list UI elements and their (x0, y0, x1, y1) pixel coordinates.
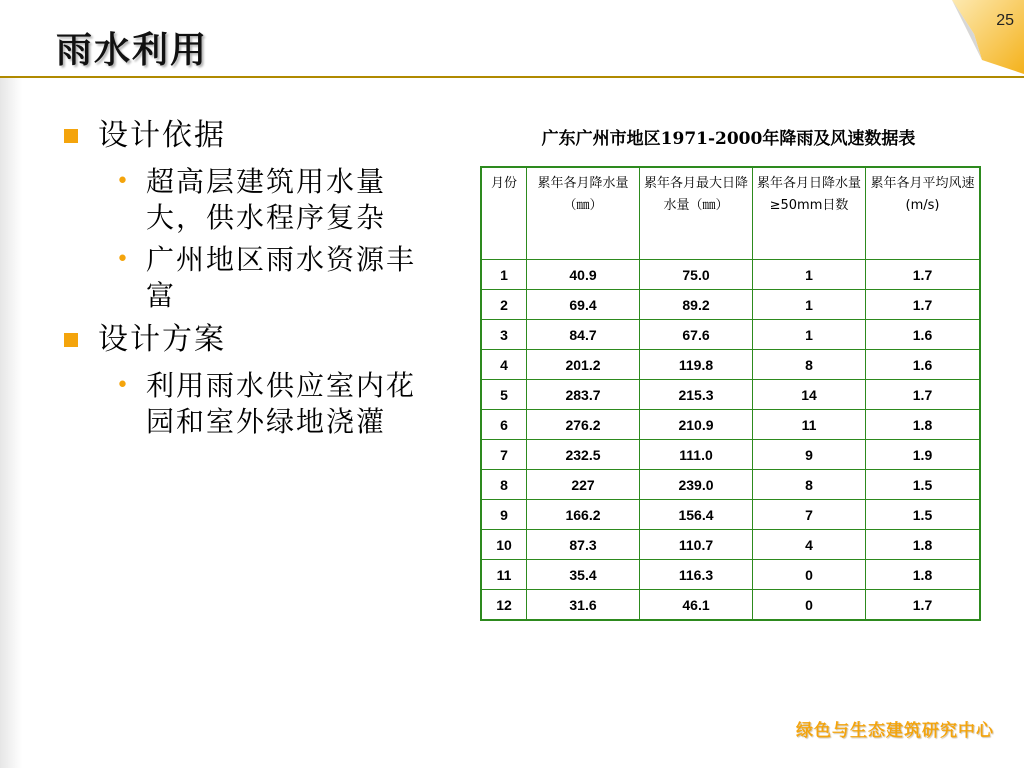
header-days-over-50mm: 累年各月日降水量≥50mm日数 (753, 167, 866, 260)
bullet-text: 广州地区雨水资源丰富 (146, 243, 417, 312)
table-cell: 0 (753, 560, 866, 590)
table-cell: 69.4 (527, 290, 640, 320)
heading-text: 设计依据 (98, 118, 226, 153)
table-row (481, 260, 980, 290)
table-cell: 210.9 (640, 410, 753, 440)
bullet-item (116, 164, 462, 236)
table-cell: 156.4 (640, 500, 753, 530)
table-cell: 215.3 (640, 380, 753, 410)
table-row (481, 350, 980, 380)
table-row (481, 410, 980, 440)
table-row (481, 440, 980, 470)
table-cell: 6 (481, 410, 527, 440)
table-cell: 1.7 (866, 380, 981, 410)
header-precipitation: 累年各月降水量（㎜） (527, 167, 640, 260)
table-cell: 1 (753, 290, 866, 320)
table-cell: 116.3 (640, 560, 753, 590)
table-cell: 1.6 (866, 320, 981, 350)
bullet-item (116, 242, 462, 314)
table-cell: 11 (481, 560, 527, 590)
table-cell: 12 (481, 590, 527, 621)
table-cell: 276.2 (527, 410, 640, 440)
table-cell: 1.7 (866, 290, 981, 320)
bullet-text: 超高层建筑用水量大，供水程序复杂 (146, 165, 387, 234)
table-cell: 1 (481, 260, 527, 290)
table-cell: 35.4 (527, 560, 640, 590)
table-body (481, 260, 980, 621)
table-cell: 119.8 (640, 350, 753, 380)
bullet-text: 利用雨水供应室内花园和室外绿地浇灌 (146, 369, 417, 438)
table-cell: 1.5 (866, 470, 981, 500)
dot-bullet-icon: • (116, 373, 129, 398)
table-cell: 3 (481, 320, 527, 350)
table-row (481, 380, 980, 410)
table-cell: 110.7 (640, 530, 753, 560)
table-cell: 11 (753, 410, 866, 440)
table-cell: 8 (753, 470, 866, 500)
header-avg-wind-speed: 累年各月平均风速(m/s) (866, 167, 981, 260)
table-cell: 5 (481, 380, 527, 410)
table-cell: 84.7 (527, 320, 640, 350)
table-cell: 166.2 (527, 500, 640, 530)
table-cell: 40.9 (527, 260, 640, 290)
table-cell: 232.5 (527, 440, 640, 470)
table-cell: 239.0 (640, 470, 753, 500)
table-cell: 201.2 (527, 350, 640, 380)
square-bullet-icon (64, 129, 78, 143)
table-cell: 8 (753, 350, 866, 380)
left-edge-shade (0, 78, 22, 768)
dot-bullet-icon: • (116, 169, 129, 194)
table-cell: 89.2 (640, 290, 753, 320)
slide-title: 雨水利用 (56, 29, 209, 71)
table-cell: 4 (753, 530, 866, 560)
table-cell: 7 (753, 500, 866, 530)
table-cell: 7 (481, 440, 527, 470)
table-cell: 1.8 (866, 410, 981, 440)
table-cell: 1.7 (866, 260, 981, 290)
heading-design-plan (62, 320, 462, 360)
table-cell: 1.8 (866, 560, 981, 590)
table-cell: 1.6 (866, 350, 981, 380)
table-row (481, 470, 980, 500)
table-cell: 10 (481, 530, 527, 560)
table-cell: 1.9 (866, 440, 981, 470)
bullet-item (116, 368, 462, 440)
table-cell: 111.0 (640, 440, 753, 470)
table-cell: 0 (753, 590, 866, 621)
table-cell: 9 (753, 440, 866, 470)
header-month: 月份 (481, 167, 527, 260)
table-cell: 1.8 (866, 530, 981, 560)
table-cell: 31.6 (527, 590, 640, 621)
table-row (481, 560, 980, 590)
table-cell: 1 (753, 320, 866, 350)
table-cell: 227 (527, 470, 640, 500)
outline-list (62, 116, 462, 446)
table-cell: 2 (481, 290, 527, 320)
table-row (481, 290, 980, 320)
dot-bullet-icon: • (116, 247, 129, 272)
table-cell: 14 (753, 380, 866, 410)
table-cell: 67.6 (640, 320, 753, 350)
table-row (481, 320, 980, 350)
table-row (481, 530, 980, 560)
table-caption: 广东广州市地区1971-2000年降雨及风速数据表 (541, 129, 916, 149)
table-cell: 4 (481, 350, 527, 380)
table-cell: 283.7 (527, 380, 640, 410)
table-header-row (481, 167, 980, 260)
table-row (481, 500, 980, 530)
table-cell: 8 (481, 470, 527, 500)
footer-org-name: 绿色与生态建筑研究中心 (796, 721, 994, 741)
table-cell: 46.1 (640, 590, 753, 621)
square-bullet-icon (64, 333, 78, 347)
rainfall-wind-table (480, 166, 981, 621)
table-cell: 1 (753, 260, 866, 290)
table-cell: 87.3 (527, 530, 640, 560)
heading-design-basis (62, 116, 462, 156)
table-cell: 1.5 (866, 500, 981, 530)
title-divider (0, 76, 1024, 78)
table-row (481, 590, 980, 621)
heading-text: 设计方案 (98, 322, 226, 357)
page-number: 25 (996, 12, 1014, 29)
table-cell: 75.0 (640, 260, 753, 290)
table-cell: 9 (481, 500, 527, 530)
table-cell: 1.7 (866, 590, 981, 621)
header-max-daily-precipitation: 累年各月最大日降水量（㎜） (640, 167, 753, 260)
